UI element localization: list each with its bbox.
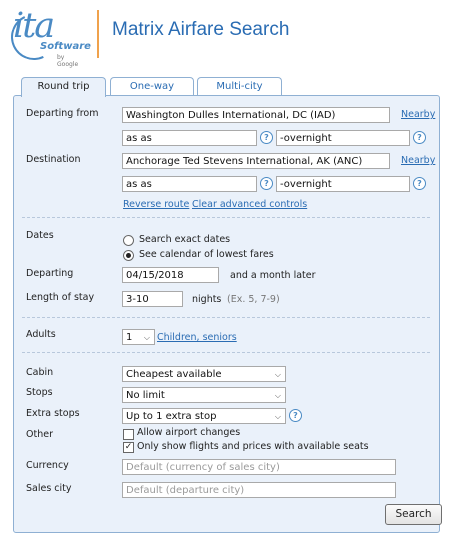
destination-label: Destination [26, 154, 81, 165]
tab-round-trip[interactable]: Round trip [21, 77, 106, 97]
departing-from-input[interactable]: Washington Dulles International, DC (IAD) [122, 107, 390, 123]
stops-select[interactable] [122, 387, 286, 403]
adults-select[interactable] [122, 329, 155, 345]
cabin-select[interactable] [122, 366, 286, 382]
departing-nearby-link[interactable]: Nearby [401, 109, 436, 120]
destination-extra-help-icon[interactable]: ? [260, 177, 273, 190]
logo-software-text: Software [40, 41, 91, 52]
extra-stops-select[interactable] [122, 408, 286, 424]
allow-airport-changes-checkbox[interactable] [123, 429, 134, 440]
departing-extra-input[interactable]: as as [122, 130, 257, 146]
section-divider [22, 217, 430, 218]
currency-input[interactable]: Default (currency of sales city) [122, 459, 396, 475]
length-of-stay-input[interactable]: 3-10 [122, 291, 183, 307]
extra-stops-help-icon[interactable]: ? [289, 409, 302, 422]
departing-date-input[interactable]: 04/15/2018 [122, 267, 219, 283]
departing-overnight-input[interactable]: -overnight [276, 130, 410, 146]
extra-stops-label: Extra stops [26, 408, 80, 419]
destination-overnight-input[interactable]: -overnight [276, 176, 410, 192]
clear-advanced-controls-link[interactable]: Clear advanced controls [192, 199, 308, 210]
section-divider [22, 317, 430, 318]
destination-overnight-help-icon[interactable]: ? [413, 177, 426, 190]
chevron-down-icon: ⌵ [274, 370, 281, 379]
destination-input[interactable]: Anchorage Ted Stevens International, AK (ANC) [122, 153, 390, 169]
chevron-down-icon: ⌵ [274, 391, 281, 400]
logo-ita-text: ita [13, 6, 54, 46]
logo-by-google-text: by Google [57, 54, 79, 68]
departing-extra-help-icon[interactable]: ? [260, 131, 273, 144]
extra-stops-select-value: Up to 1 extra stop [126, 411, 217, 422]
destination-nearby-link[interactable]: Nearby [401, 155, 436, 166]
chevron-down-icon: ⌵ [143, 333, 150, 342]
other-label: Other [26, 429, 53, 440]
departing-date-suffix: and a month later [230, 270, 316, 281]
adults-select-value: 1 [126, 332, 133, 343]
search-exact-dates-label: Search exact dates [139, 234, 231, 245]
currency-label: Currency [26, 460, 69, 471]
length-of-stay-hint: (Ex. 5, 7-9) [227, 294, 280, 305]
page-title: Matrix Airfare Search [112, 19, 290, 40]
cabin-label: Cabin [26, 367, 54, 378]
dates-label: Dates [26, 230, 54, 241]
calendar-lowest-fares-label: See calendar of lowest fares [139, 249, 274, 260]
nights-label: nights [192, 294, 222, 305]
chevron-down-icon: ⌵ [274, 412, 281, 421]
tab-one-way[interactable]: One-way [110, 77, 194, 95]
search-button[interactable]: Search [385, 504, 442, 525]
header [0, 0, 465, 70]
children-seniors-link[interactable]: Children, seniors [157, 332, 237, 343]
search-exact-dates-radio[interactable] [123, 235, 134, 246]
departing-date-label: Departing [26, 268, 74, 279]
departing-from-label: Departing from [26, 108, 99, 119]
calendar-lowest-fares-radio[interactable] [123, 250, 134, 261]
stops-select-value: No limit [126, 390, 165, 401]
departing-overnight-help-icon[interactable]: ? [413, 131, 426, 144]
header-divider [97, 10, 99, 58]
allow-airport-changes-label: Allow airport changes [137, 427, 241, 438]
stops-label: Stops [26, 387, 53, 398]
sales-city-label: Sales city [26, 483, 72, 494]
only-available-seats-checkbox[interactable] [123, 442, 134, 453]
length-of-stay-label: Length of stay [26, 292, 95, 303]
tab-multi-city[interactable]: Multi-city [197, 77, 282, 95]
checkmark-icon: ✓ [124, 442, 133, 452]
only-available-seats-label: Only show flights and prices with available seats [137, 441, 369, 452]
ita-software-logo [11, 6, 91, 68]
destination-extra-input[interactable]: as as [122, 176, 257, 192]
cabin-select-value: Cheapest available [126, 369, 222, 380]
adults-label: Adults [26, 329, 56, 340]
sales-city-input[interactable]: Default (departure city) [122, 482, 396, 498]
reverse-route-link[interactable]: Reverse route [123, 199, 190, 210]
section-divider [22, 352, 430, 353]
search-form-panel [13, 95, 440, 533]
